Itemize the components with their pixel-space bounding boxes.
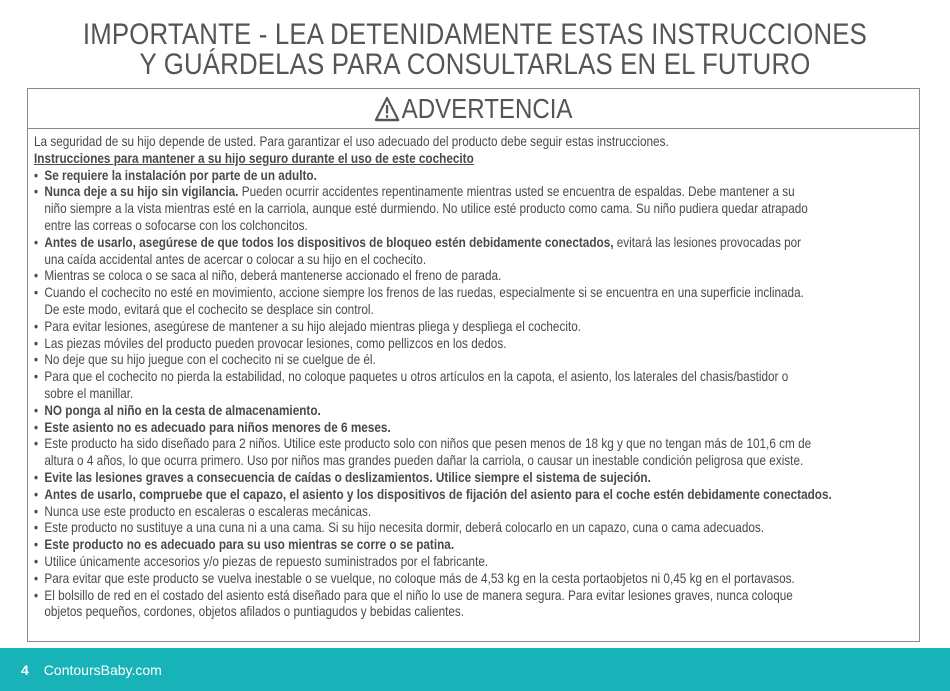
warning-item-text bbox=[44, 235, 801, 269]
heading-line-1: IMPORTANTE - LEA DETENIDAMENTE ESTAS INSTRUCCIONES bbox=[82, 18, 868, 51]
warning-item-line: niño siempre a la vista mientras esté en la carriola, aunque esté durmiendo. No utilice esté producto como cama. Su niño pudiera quedar atrapado bbox=[44, 201, 808, 217]
warning-item bbox=[34, 285, 916, 319]
warning-item bbox=[34, 403, 916, 420]
page-number: 4 bbox=[21, 661, 29, 678]
warning-body bbox=[34, 134, 916, 621]
warning-item-text bbox=[44, 420, 390, 437]
warning-item-line bbox=[44, 420, 390, 437]
bullet-icon: • bbox=[34, 419, 39, 435]
warning-item-line bbox=[44, 588, 792, 605]
warning-item bbox=[34, 588, 916, 622]
warning-item-bold: Se requiere la instalación por parte de un adulto. bbox=[44, 167, 317, 183]
bullet-icon: • bbox=[34, 503, 39, 519]
warning-item-bold: Evite las lesiones graves a consecuencia de caídas o deslizamientos. Utilice siempre el sistema de sujeción. bbox=[44, 469, 651, 485]
warning-item-line bbox=[44, 470, 651, 487]
warning-item-line bbox=[44, 319, 581, 336]
bullet-icon: • bbox=[34, 520, 39, 536]
warning-item bbox=[34, 470, 916, 487]
warning-item-text bbox=[44, 554, 488, 571]
warning-item bbox=[34, 319, 916, 336]
warning-item-line bbox=[44, 168, 316, 185]
warning-triangle-icon bbox=[374, 96, 400, 122]
warning-item-line-text: Este producto ha sido diseñado para 2 niños. Utilice este producto solo con niños que pesen menos de 18 kg y que no tengan más de 101,6 cm de bbox=[44, 436, 812, 452]
warning-item bbox=[34, 537, 916, 554]
warning-item-text bbox=[44, 285, 804, 319]
warning-item-line bbox=[44, 352, 375, 369]
warning-item-line bbox=[44, 184, 807, 201]
warning-item-text bbox=[44, 504, 371, 521]
warning-item-text bbox=[44, 571, 794, 588]
warning-item bbox=[34, 554, 916, 571]
warning-item-line-text: El bolsillo de red en el costado del asiento está diseñado para que el niño lo use de manera segura. Para evitar lesiones graves, nunca coloque bbox=[44, 587, 793, 603]
warning-item-line bbox=[44, 285, 804, 302]
warning-item-line: altura o 4 años, lo que ocurra primero. Uso por niños mas grandes pueden dañar la carriola, o causar un inestable condición peligrosa que existe. bbox=[44, 453, 804, 469]
warning-item-text bbox=[44, 319, 581, 336]
warning-item-line: De este modo, evitará que el cochecito se desplace sin control. bbox=[44, 301, 374, 317]
bullet-icon: • bbox=[34, 285, 39, 301]
warning-intro: La seguridad de su hijo depende de usted. Para garantizar el uso adecuado del producto debe seguir estas instrucciones. bbox=[34, 134, 669, 149]
warning-item-line: objetos pequeños, cordones, objetos afilados o puntiagudos y bebidas calientes. bbox=[44, 604, 465, 620]
bullet-icon: • bbox=[34, 268, 39, 284]
bullet-icon: • bbox=[34, 436, 39, 452]
warning-item-text bbox=[44, 369, 788, 403]
warning-item-line-text: Para evitar lesiones, asegúrese de mantener a su hijo alejado mientras pliega y despliega el cochecito. bbox=[44, 318, 582, 334]
bullet-icon: • bbox=[34, 318, 39, 334]
warning-item-line: sobre el manillar. bbox=[44, 385, 134, 401]
warning-item-text bbox=[44, 537, 454, 554]
warning-item-line-text: Mientras se coloca o se saca al niño, deberá mantenerse accionado el freno de parada. bbox=[44, 268, 502, 284]
warning-item-line bbox=[44, 235, 801, 252]
warning-item bbox=[34, 487, 916, 504]
warning-item-line-text: Cuando el cochecito no esté en movimiento, accione siempre los frenos de las ruedas, especialmente si se encuentra en una superficie inclinada. bbox=[44, 285, 804, 301]
warning-item bbox=[34, 520, 916, 537]
bullet-icon: • bbox=[34, 486, 39, 502]
warning-title-bar bbox=[28, 89, 919, 129]
warning-item-line-text: Para que el cochecito no pierda la estabilidad, no coloque paquetes u otros artículos en la capota, el asiento, los laterales del chasis/bastidor o bbox=[44, 369, 789, 385]
warning-item-line bbox=[44, 504, 371, 521]
warning-item-line-text: Este producto no sustituye a una cuna ni a una cama. Si su hijo necesita dormir, deberá colocarlo en un capazo, cuna o cama adecuados. bbox=[44, 520, 765, 536]
warning-item-line-text: Las piezas móviles del producto pueden provocar lesiones, como pellizcos en los dedos. bbox=[44, 335, 507, 351]
warning-item-text bbox=[44, 352, 375, 369]
document-heading bbox=[67, 20, 884, 80]
bullet-icon: • bbox=[34, 167, 39, 183]
warning-item-bold: Antes de usarlo, asegúrese de que todos los dispositivos de bloqueo estén debidamente conectados, bbox=[44, 234, 614, 250]
site-name: ContoursBaby.com bbox=[43, 661, 162, 678]
warning-item-text bbox=[44, 168, 316, 185]
warning-item-bold: Este asiento no es adecuado para niños menores de 6 meses. bbox=[44, 419, 391, 435]
bullet-icon: • bbox=[34, 234, 39, 250]
warning-item-bold: Antes de usarlo, compruebe que el capazo, el asiento y los dispositivos de fijación del asiento para el coche estén debidamente conectados. bbox=[44, 486, 832, 502]
warning-item-line-text: No deje que su hijo juegue con el cochecito ni se cuelgue de él. bbox=[44, 352, 376, 368]
warning-item-text bbox=[44, 487, 831, 504]
bullet-icon: • bbox=[34, 402, 39, 418]
warning-item-text bbox=[44, 336, 506, 353]
warning-item-text bbox=[44, 470, 651, 487]
warning-item bbox=[34, 268, 916, 285]
bullet-icon: • bbox=[34, 570, 39, 586]
warning-list bbox=[34, 168, 916, 622]
warning-item bbox=[34, 504, 916, 521]
warning-item bbox=[34, 369, 916, 403]
warning-item-line bbox=[44, 436, 811, 453]
warning-item-line: entre las correas o sofocarse con los colchoncitos. bbox=[44, 217, 308, 233]
bullet-icon: • bbox=[34, 553, 39, 569]
heading-line-2: Y GUÁRDELAS PARA CONSULTARLAS EN EL FUTURO bbox=[139, 48, 811, 81]
warning-item-line bbox=[44, 369, 788, 386]
warning-item-line-text: Pueden ocurrir accidentes repentinamente mientras usted se encuentra de espaldas. Debe mantener a su bbox=[238, 184, 795, 200]
warning-item bbox=[34, 336, 916, 353]
warning-item bbox=[34, 235, 916, 269]
warning-item-text bbox=[44, 403, 320, 420]
bullet-icon: • bbox=[34, 369, 39, 385]
warning-item-line bbox=[44, 554, 488, 571]
warning-item-line bbox=[44, 336, 506, 353]
bullet-icon: • bbox=[34, 587, 39, 603]
warning-item-line bbox=[44, 487, 831, 504]
warning-item bbox=[34, 352, 916, 369]
bullet-icon: • bbox=[34, 335, 39, 351]
warning-box bbox=[27, 88, 920, 642]
warning-subheading: Instrucciones para mantener a su hijo seguro durante el uso de este cochecito bbox=[34, 150, 474, 166]
warning-item-line-text: Utilice únicamente accesorios y/o piezas de repuesto suministrados por el fabricante. bbox=[44, 553, 489, 569]
page-footer bbox=[0, 648, 950, 691]
warning-item-bold: NO ponga al niño en la cesta de almacenamiento. bbox=[44, 402, 321, 418]
warning-item-line-text: Nunca use este producto en escaleras o escaleras mecánicas. bbox=[44, 503, 372, 519]
warning-item bbox=[34, 184, 916, 234]
warning-item-text bbox=[44, 184, 807, 234]
warning-item-text bbox=[44, 520, 764, 537]
bullet-icon: • bbox=[34, 537, 39, 553]
warning-item bbox=[34, 420, 916, 437]
warning-item-text bbox=[44, 588, 792, 622]
warning-item-line: una caída accidental antes de acercar o colocar a su hijo en el cochecito. bbox=[44, 251, 427, 267]
warning-item-line bbox=[44, 403, 320, 420]
warning-item-line bbox=[44, 537, 454, 554]
warning-item bbox=[34, 168, 916, 185]
bullet-icon: • bbox=[34, 184, 39, 200]
warning-item-line bbox=[44, 571, 794, 588]
warning-item bbox=[34, 436, 916, 470]
warning-item-line-text: Para evitar que este producto se vuelva inestable o se vuelque, no coloque más de 4,53 kg en la cesta portaobjetos ni 0,45 kg en el portavasos. bbox=[44, 570, 795, 586]
bullet-icon: • bbox=[34, 469, 39, 485]
warning-item-bold: Este producto no es adecuado para su uso mientras se corre o se patina. bbox=[44, 537, 455, 553]
warning-title: ADVERTENCIA bbox=[401, 92, 573, 124]
warning-item-text bbox=[44, 436, 811, 470]
warning-item-text bbox=[44, 268, 501, 285]
warning-item-bold: Nunca deje a su hijo sin vigilancia. bbox=[44, 184, 239, 200]
bullet-icon: • bbox=[34, 352, 39, 368]
warning-item-line bbox=[44, 268, 501, 285]
warning-item-line-text: evitará las lesiones provocadas por bbox=[613, 234, 802, 250]
warning-item bbox=[34, 571, 916, 588]
warning-item-line bbox=[44, 520, 764, 537]
